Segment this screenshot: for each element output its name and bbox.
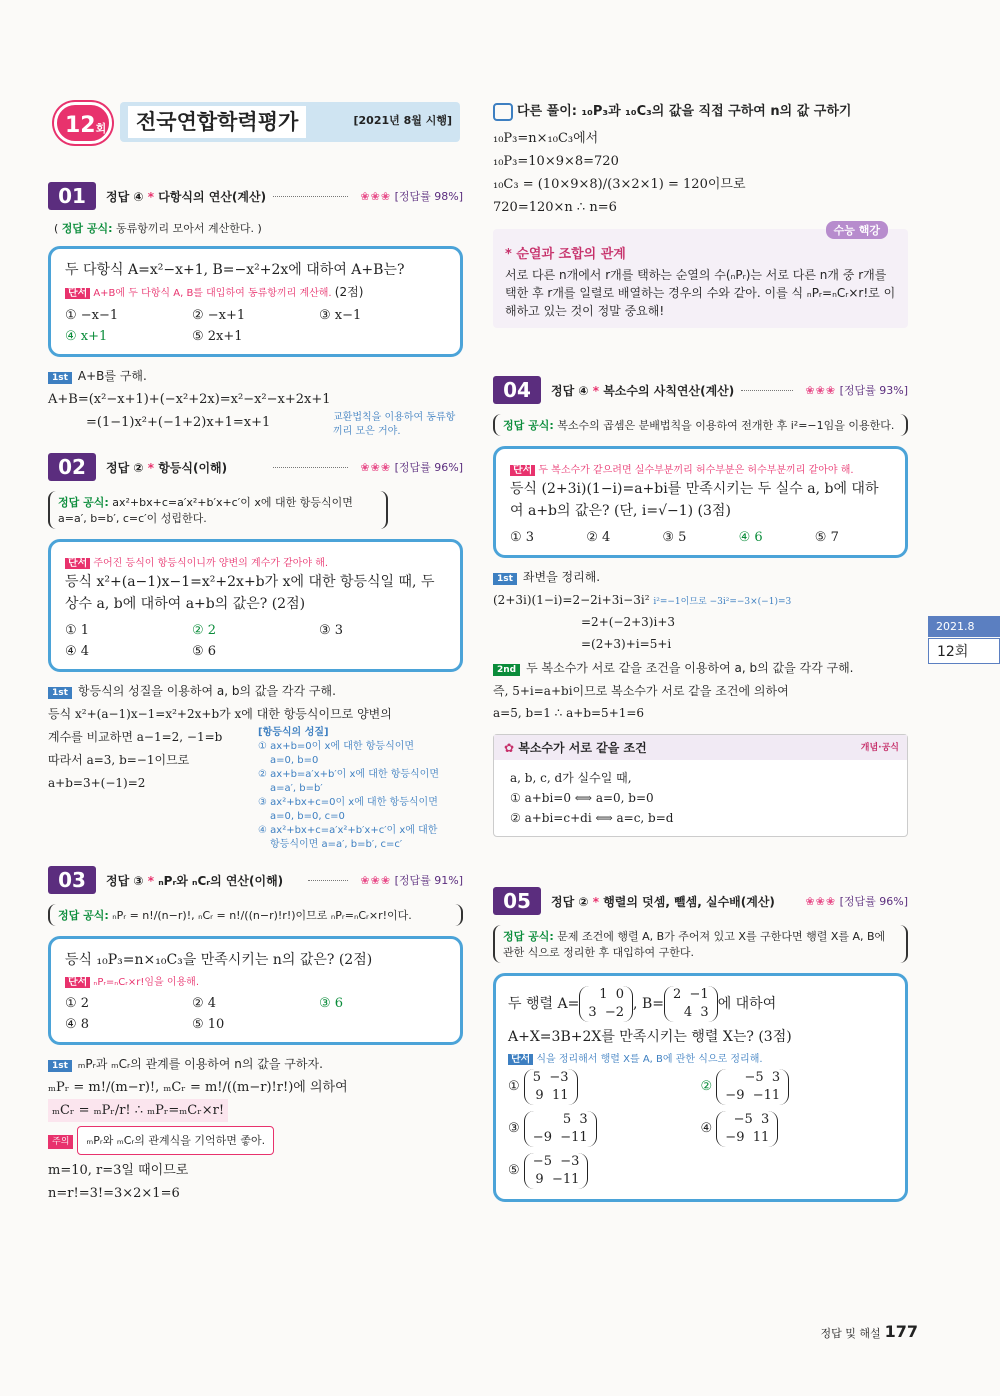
choice-1[interactable]: ① 3 — [510, 529, 535, 545]
choice-5[interactable]: ⑤ −5 −3 9 −11 — [508, 1153, 701, 1189]
choice-3[interactable]: ③ x−1 — [319, 308, 362, 323]
concept-box: ✿ 복소수가 서로 같을 조건 개념·공식 a, b, c, d가 실수일 때, ① a+bi=0 ⟺ a=0, b=0 ② a+bi=c+di ⟺ a=c, b=d — [493, 734, 908, 837]
choice-1[interactable]: ① 5 −3 9 11 — [508, 1069, 701, 1105]
flower-icon: ✿ — [504, 740, 515, 755]
choice-5[interactable]: ⑤ 6 — [192, 644, 217, 659]
choice-1[interactable]: ① 2 — [65, 996, 90, 1011]
side-tab-round[interactable]: 12회 — [928, 638, 1000, 664]
choice-4-selected[interactable]: ④ x+1 — [65, 329, 108, 344]
alt-solution: ₁₀P₃=n×₁₀C₃에서 ₁₀P₃=10×9×8=720 ₁₀C₃ = (10×9×8)/(3×2×1) = 120이므로 720=120×n ∴ n=6 — [493, 130, 746, 215]
formula-note: 정답 공식: 문제 조건에 행렬 A, B가 주어져 있고 X를 구한다면 행렬 X를 A, B에 관한 식으로 정리한 후 대입하여 구한다. — [493, 925, 908, 963]
exam-title: 전국연합학력평가 — [128, 106, 306, 138]
choice-4-selected[interactable]: ④ 6 — [738, 529, 763, 545]
alt-solution-icon — [493, 103, 513, 121]
exam-date: [2021년 8월 시행] — [353, 114, 452, 127]
problem-01-header: 01 정답 ④ * 다항식의 연산(계산) ❀❀❀ [정답률 98%] — [48, 182, 463, 212]
core-box: * 순열과 조합의 관계 서로 다른 n개에서 r개를 택하는 순열의 수(ₙPᵣ)는 서로 다른 n개 중 r개를 택한 후 r개를 일렬로 배열하는 경우의 수와 같아. 이를 식 ₙPᵣ=ₙCᵣ×r!로 이해하고 있는 것이 정말 중요해! — [493, 229, 908, 328]
difficulty-stars: ❀❀❀ — [360, 190, 392, 203]
core-tag: 수능 핵강 — [826, 221, 888, 239]
formula-note: 정답 공식: 복소수의 곱셈은 분배법칙을 이용하여 전개한 후 i²=−1임을 이용한다. — [493, 414, 908, 436]
choice-5[interactable]: ⑤ 10 — [192, 1017, 225, 1032]
choices — [65, 308, 446, 344]
problem-02-header: 02 정답 ② * 항등식(이해) ❀❀❀ [정답률 96%] — [48, 453, 463, 483]
formula-note: 정답 공식: ₙPᵣ = n!/(n−r)!, ₙCᵣ = n!/((n−r)!r!)이므로 ₙPᵣ=ₙCᵣ×r!이다. — [48, 904, 463, 926]
choice-1[interactable]: ① −x−1 — [65, 308, 119, 323]
matrix-a: 1 0 3 −2 — [579, 986, 633, 1022]
page-header — [50, 98, 462, 148]
choice-4[interactable]: ④ 4 — [65, 644, 90, 659]
question-box-03: 등식 ₁₀P₃=n×₁₀C₃을 만족시키는 n의 값은? (2점) 단서 ₙPᵣ=ₙCᵣ×r!임을 이용해. ① 2 ② 4 ③ 6 ④ 8 ⑤ 10 — [48, 936, 463, 1045]
choice-2[interactable]: ② 4 — [192, 996, 217, 1011]
question-text: 등식 x²+(a−1)x−1=x²+2x+b가 x에 대한 항등식일 때, 두 상수 a, b에 대하여 a+b의 값은? (2점) — [65, 574, 435, 612]
choice-3[interactable]: ③ 3 — [319, 623, 344, 638]
step-text: A+B를 구해. — [77, 369, 147, 383]
problem-03-header: 03 정답 ③ * ₙPᵣ와 ₙCᵣ의 연산(이해) ❀❀❀ [정답률 91%] — [48, 866, 463, 896]
left-column: 01 정답 ④ * 다항식의 연산(계산) ❀❀❀ [정답률 98%] ( 정답 공식: 동류항끼리 모아서 계산한다. ) 두 다항식 A=x²−x+1, B=−x²+2x에 대하여 A+B는? 단서 A+B에 두 다항식 A, B를 대입하여 동류항끼리 계산해. (2점) ① −x−1 ② −x+1 ③ x−1 ④ x+1 ⑤ 2x+1 1st A+B를 구해. A+B=(x²−x+1)+(−x²+2x)=x²−x²−x+2x+1 =(1−1)x²+(−1+2)x+1=x+1 교환법칙을 이용하여 동류항끼리 모은 거야. 02 정답 ② * 항등식(이해) ❀❀❀ [정답률 96%] 정답 공식: ax²+bx+c=a′x²+b′x+c′이 x에 대한 항등식이면 a=a′, b=b′, c=c′이 성립한다. 단서 주어진 등식이 항등식이니까 양변의 계수가 같아야 해. 등식 x²+(a−1)x−1=x²+2x+b가 x에 대한 항등식일 때, 두 상수 a, b에 대하여 a+b의 값은? (2점) ① 1 ② 2 ③ 3 ④ 4 ⑤ 6 1st 항등식의 성질을 이용하여 a, b의 값을 각각 구해. 등식 x²+(a−1)x−1=x²+2x+b가 x에 대한 항등식이므로 양변의 계수를 비교하면 a−1=2, −1=b 따라서 a=3, b=−1이므로 a+b=3+(−1)=2 [항등식의 성질] ① ax+b=0이 x에 대한 항등식이면 a=0, b=0 ② ax+b=a′x+b′이 x에 대한 항등식이면 a=a′, b=b′ ③ ax²+bx+c=0이 x에 대한 항등식이면 a=0, b=0, c=0 ④ ax²+bx+c=a′x²+b′x+c′이 x에 대한 항등식이면 a=a′, b=b′, c=c′ 03 정답 ③ * ₙPᵣ와 ₙCᵣ의 연산(이해) ❀❀❀ [정답률 91%] 정답 공식: ₙPᵣ = n!/(n−r)!, ₙCᵣ = n!/((n−r)!r!)이므로 ₙPᵣ=ₙCᵣ×r!이다. 등식 ₁₀P₃=n×₁₀C₃을 만족시키는 n의 값은? (2점) 단서 ₙPᵣ=ₙCᵣ×r!임을 이용해. ① 2 ② 4 ③ 6 ④ 8 ⑤ 10 1st ₘPᵣ과 ₘCᵣ의 관계를 이용하여 n의 값을 구하자. ₘPᵣ = m!/(m−r)!, ₘCᵣ = m!/((m−r)!r!)에 의하여 ₘCᵣ = ₘPᵣ/r! ∴ ₘPᵣ=ₘCᵣ×r! 주의 ₘPᵣ와 ₘCᵣ의 관계식을 기억하면 좋아. m=10, r=3일 때이므로 n=r!=3!=3×2×1=6 — [48, 184, 463, 1201]
hint-text: A+B에 두 다항식 A, B를 대입하여 동류항끼리 계산해. — [93, 288, 332, 299]
question-box-05: 두 행렬 A= 1 0 3 −2 , B= 2 −1 4 3 에 대하여 A+X=3B+2X를 만족시키는 행렬 X는? (3점) 단서 식을 정리해서 행렬 X를 A, B에 관한 식으로 정리해. ① 5 −3 9 11 ② −5 3 −9 −11 ③ 5 3 −9 −11 ④ −5 3 −9 11 ⑤ −5 −3 9 −11 — [493, 973, 908, 1202]
choice-2-selected[interactable]: ② −5 3 −9 −11 — [701, 1069, 894, 1105]
topic: 다항식의 연산(계산) — [158, 190, 267, 204]
formula-note: ( 정답 공식: 동류항끼리 모아서 계산한다. ) — [54, 222, 262, 235]
page-footer: 정답 및 해설 177 — [820, 1322, 918, 1341]
choice-3-selected[interactable]: ③ 6 — [319, 996, 344, 1011]
right-column: 다른 풀이: ₁₀P₃과 ₁₀C₃의 값을 직접 구하여 n의 값 구하기 ₁₀P₃=n×₁₀C₃에서 ₁₀P₃=10×9×8=720 ₁₀C₃ = (10×9×8)/(3×2×1) = 120이므로 720=120×n ∴ n=6 수능 핵강 * 순열과 조합의 관계 서로 다른 n개에서 r개를 택하는 순열의 수(ₙPᵣ)는 서로 다른 n개 중 r개를 택한 후 r개를 일렬로 배열하는 경우의 수와 같아. 이를 식 ₙPᵣ=ₙCᵣ×r!로 이해하고 있는 것이 정말 중요해! 04 정답 ④ * 복소수의 사칙연산(계산) ❀❀❀ [정답률 93%] 정답 공식: 복소수의 곱셈은 분배법칙을 이용하여 전개한 후 i²=−1임을 이용한다. 단서 두 복소수가 같으려면 실수부분끼리 허수부분은 허수부분끼리 같아야 해. 등식 (2+3i)(1−i)=a+bi를 만족시키는 두 실수 a, b에 대하여 a+b의 값은? (단, i=√−1) (3점) ① 3 ② 4 ③ 5 ④ 6 ⑤ 7 1st 좌변을 정리해. (2+3i)(1−i)=2−2i+3i−3i² i²=−1이므로 −3i²=−3×(−1)=3 =2+(−2+3)i+3 =(2+3)+i=5+i 2nd 두 복소수가 서로 같을 조건을 이용하여 a, b의 값을 각각 구해. 즉, 5+i=a+bi이므로 복소수가 서로 같을 조건에 의하여 a=5, b=1 ∴ a+b=5+1=6 ✿ 복소수가 서로 같을 조건 개념·공식 a, b, c, d가 실수일 때, ① a+bi=0 ⟺ a=0, b=0 ② a+bi=c+di ⟺ a=c, b=d 05 정답 ② * 행렬의 덧셈, 뺄셈, 실수배(계산) ❀❀❀ [정답률 96%] 정답 공식: 문제 조건에 행렬 A, B가 주어져 있고 X를 구한다면 행렬 X를 A, B에 관한 식으로 정리한 후 대입하여 구한다. 두 행렬 A= 1 0 3 −2 , B= 2 −1 4 3 에 대하여 A+X=3B+2X를 만족시키는 행렬 X는? (3점) 단서 식을 정리해서 행렬 X를 A, B에 관한 식으로 정리해. ① 5 −3 9 11 ② −5 3 −9 −11 ③ 5 3 −9 −11 ④ −5 3 −9 11 ⑤ −5 −3 9 −11 — [493, 100, 908, 1212]
caution-tag: 주의 — [48, 1135, 73, 1149]
answer: 정답 ④ — [106, 190, 144, 204]
question-text: 두 다항식 A=x²−x+1, B=−x²+2x에 대하여 A+B는? — [65, 262, 405, 278]
choice-5[interactable]: ⑤ 2x+1 — [192, 329, 243, 344]
page-number: 177 — [884, 1322, 918, 1341]
choice-2-selected[interactable]: ② 2 — [192, 623, 217, 638]
choice-4[interactable]: ④ −5 3 −9 11 — [701, 1111, 894, 1147]
problem-04-header: 04 정답 ④ * 복소수의 사칙연산(계산) ❀❀❀ [정답률 93%] — [493, 376, 908, 406]
formula-note: 정답 공식: ax²+bx+c=a′x²+b′x+c′이 x에 대한 항등식이면 a=a′, b=b′, c=c′이 성립한다. — [48, 491, 388, 529]
choice-1[interactable]: ① 1 — [65, 623, 90, 638]
choice-2[interactable]: ② −x+1 — [192, 308, 246, 323]
matrix-b: 2 −1 4 3 — [664, 986, 718, 1022]
problem-number: 01 — [48, 182, 96, 210]
problem-05-header: 05 정답 ② * 행렬의 덧셈, 뺄셈, 실수배(계산) ❀❀❀ [정답률 96%] — [493, 887, 908, 917]
question-box-04: 단서 두 복소수가 같으려면 실수부분끼리 허수부분은 허수부분끼리 같아야 해. 등식 (2+3i)(1−i)=a+bi를 만족시키는 두 실수 a, b에 대하여 a+b의 값은? (단, i=√−1) (3점) ① 3 ② 4 ③ 5 ④ 6 ⑤ 7 — [493, 446, 908, 558]
solution: A+B=(x²−x+1)+(−x²+2x)=x²−x²−x+2x+1 =(1−1)x²+(−1+2)x+1=x+1 교환법칙을 이용하여 동류항끼리 모은 거야. — [48, 392, 456, 437]
choice-5[interactable]: ⑤ 7 — [814, 529, 839, 545]
identity-properties: [항등식의 성질] ① ax+b=0이 x에 대한 항등식이면 a=0, b=0 ② ax+b=a′x+b′이 x에 대한 항등식이면 a=a′, b=b′ ③ ax²+bx+c=0이 x에 대한 항등식이면 a=0, b=0, c=0 ④ ax²+bx+c=a′x²+b′x+c′이 x에 대한 항등식이면 a=a′, b=b′, c=c′ — [258, 727, 440, 850]
choice-3[interactable]: ③ 5 3 −9 −11 — [508, 1111, 701, 1147]
side-tab-date[interactable]: 2021.8 — [928, 616, 1000, 637]
header-bar — [120, 102, 460, 142]
question-box-01: 두 다항식 A=x²−x+1, B=−x²+2x에 대하여 A+B는? 단서 A+B에 두 다항식 A, B를 대입하여 동류항끼리 계산해. (2점) ① −x−1 ② −x+1 ③ x−1 ④ x+1 ⑤ 2x+1 — [48, 246, 463, 357]
question-box-02: 단서 주어진 등식이 항등식이니까 양변의 계수가 같아야 해. 등식 x²+(a−1)x−1=x²+2x+b가 x에 대한 항등식일 때, 두 상수 a, b에 대하여 a+b의 값은? (2점) ① 1 ② 2 ③ 3 ④ 4 ⑤ 6 — [48, 539, 463, 672]
choice-2[interactable]: ② 4 — [586, 529, 611, 545]
correct-rate: [정답률 98%] — [394, 190, 463, 203]
choice-4[interactable]: ④ 8 — [65, 1017, 90, 1032]
choice-3[interactable]: ③ 5 — [662, 529, 687, 545]
round-badge: 12회 — [54, 102, 112, 144]
